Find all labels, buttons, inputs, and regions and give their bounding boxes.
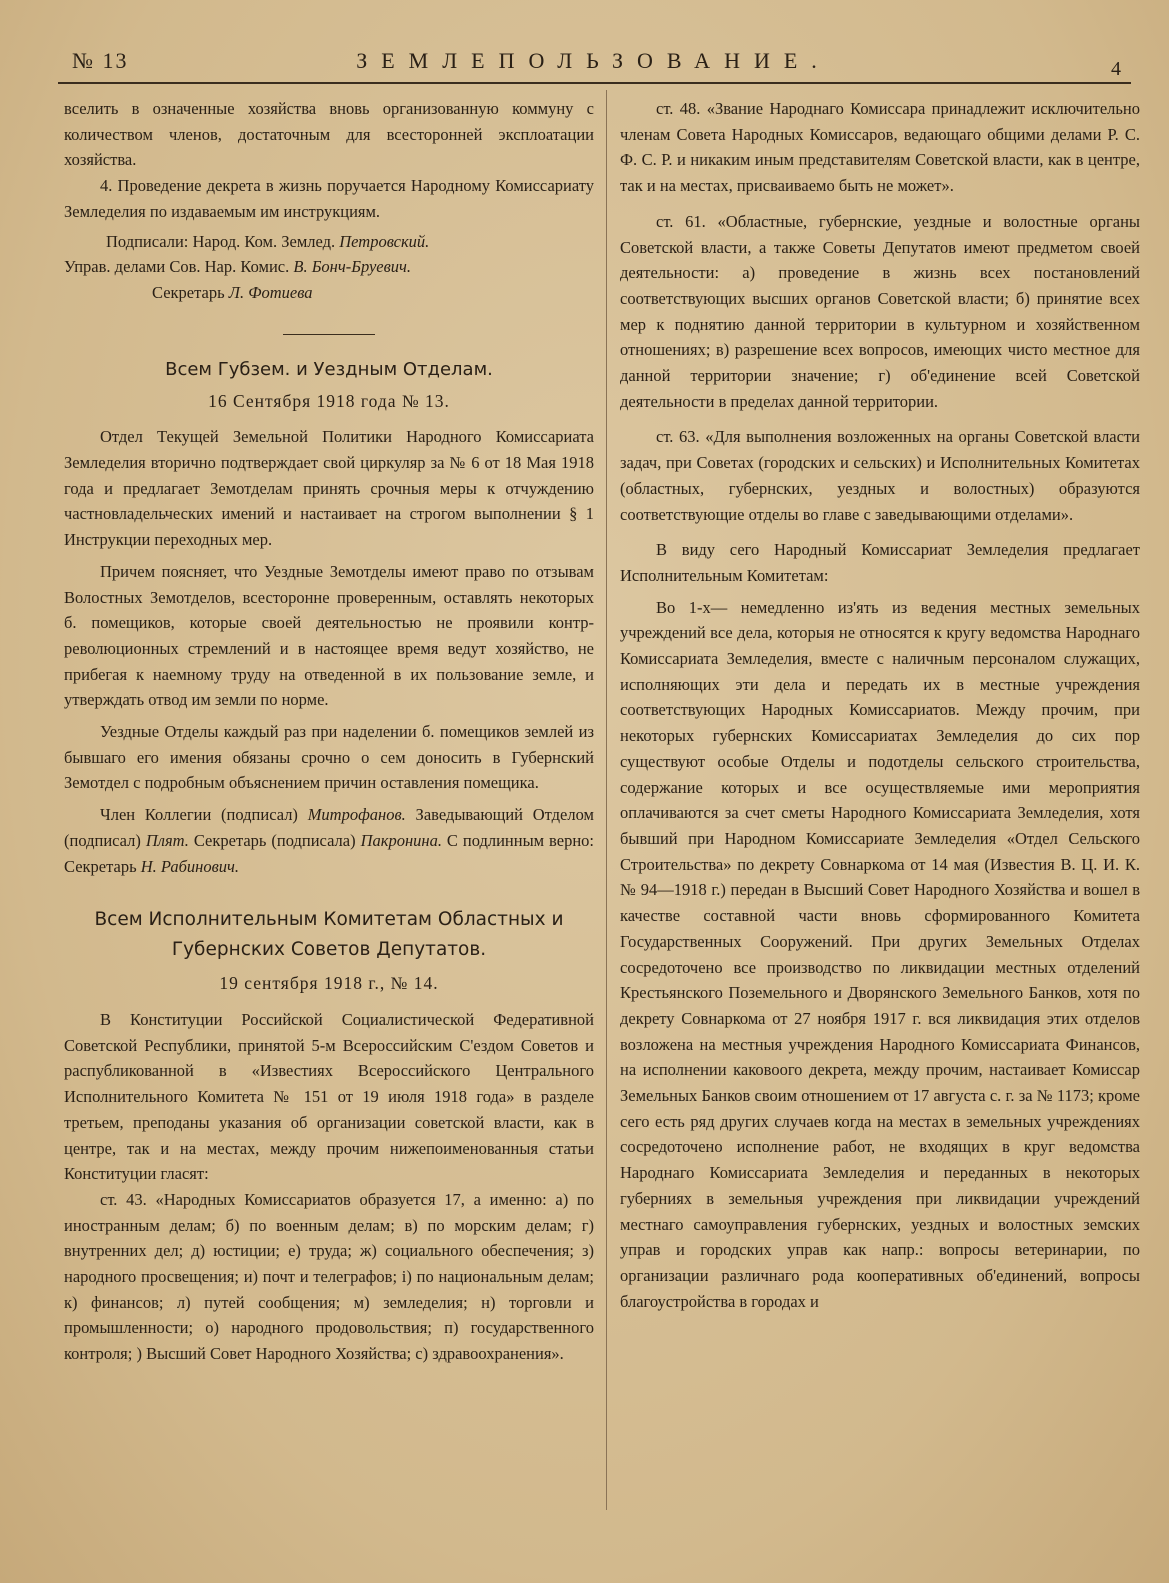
- paragraph: Причем поясняет, что Уездные Земотделы имеют право по отзывам Волостных Земотделов, всесторонне проверенным, оставлять некоторых б. помещиков, которые своей деятельностью не проявили контр-революционных стремлений и в настоящее время ведут хозяйство, не прибегая к наемному труду на отведенной в их пользование земле, и утверждать отвод им земли по норме.: [64, 561, 594, 710]
- signature-line: [64, 280, 594, 306]
- section-divider: [283, 334, 375, 335]
- signatory-name: Плят.: [145, 830, 189, 850]
- paragraph: ст. 61. «Областные, губернские, уездные и волостные органы Советской власти, а также Советы Депутатов имеют предметом своей деятельности: а) проведение в жизнь всех постановлений соответствующих высших органов Советской власти; б) принятие всех мер к поднятию данной территории в культурном и хозяйственном отношениях; в) разрешение всех вопросов, имеющих чисто местное для данной территории значение; г) об'единение всей Советской деятельности в пределах данной территории.: [620, 211, 1140, 411]
- issue-number: № 13: [72, 48, 129, 73]
- right-column: [620, 96, 1140, 1314]
- section-heading: Всем Губзем. и Уездным Отделам.: [165, 358, 493, 380]
- signatory-name: Л. Фотиева: [228, 282, 313, 302]
- signatory-name: Н. Рабинович.: [140, 856, 240, 876]
- header-rule: [58, 82, 1131, 84]
- paragraph: ст. 43. «Народных Комиссариатов образуется 17, а именно: а) по иностранным делам; б) по военным делам; в) по морским делам; г) внутренних дел; д) юстиции; е) труда; ж) социального обеспечения; з) народного просвещения; и) почт и телеграфов; і) по национальным делам; к) финансов; л) путей сообщения; м) земледелия; н) торговли и промышленности; о) народного продовольствия; п) государственного контроля; ) Высший Совет Народного Хозяйства; с) здравоохранения».: [64, 1189, 594, 1364]
- signature-line: [64, 229, 594, 255]
- circular-signatures: [64, 802, 594, 879]
- signature-label: Секретарь (подписала): [193, 830, 356, 850]
- signature-line: [64, 254, 594, 280]
- signature-label: Подписали: Народ. Ком. Землед.: [106, 231, 336, 251]
- section-date: 19 сентября 1918 г., № 14.: [219, 973, 439, 994]
- section-date: 16 Сентября 1918 года № 13.: [208, 390, 450, 411]
- column-divider: [606, 90, 607, 1510]
- signature-label: Заведывающий Отделом (подписал): [64, 805, 594, 850]
- paragraph: В Конституции Российской Социалистической Федеративной Советской Республики, принятой 5-м Всероссийским С'ездом Советов и распубликованной в «Известиях Всероссийского Центрального Исполнительного Комитета № 151 от 19 июля 1918 года» в разделе третьем, преподаны указания об организации советской власти, как в центре, так и на местах, между прочим нижепоименованныя статьи Конституции гласят:: [64, 1009, 594, 1184]
- decree-signatures: [64, 229, 594, 306]
- signature-label: Секретарь: [152, 282, 225, 302]
- page-number: 4: [1111, 58, 1121, 80]
- section-heading: Всем Исполнительным Комитетам Областных и Губернских Советов Депутатов.: [94, 909, 564, 961]
- signatory-name: В. Бонч-Бруевич.: [293, 257, 412, 277]
- paragraph: В виду сего Народный Комиссариат Земледелия предлагает Исполнительным Комитетам:: [620, 540, 1140, 585]
- paragraph: вселить в означенные хозяйства вновь организованную коммуну с количеством членов, достаточным для всесторонней эксплоатации хозяйства.: [64, 99, 594, 170]
- paragraph: Во 1-х— немедленно из'ять из ведения местных земельных учреждений все дела, которыя не относятся к кругу ведомства Народнаго Комиссариата Земледелия, вместе с наличным персоналом служащих, исполняющих эти дела и передать их в местные учреждения соответствующих Народных Комиссариатов. Между прочим, при некоторых губернских Комиссариатах Земледелия до сих пор существуют особые Отделы и подотделы сельского строительства, содержание которых и все осуществляемые ими мероприятия оплачиваются за счет сметы Народного Комиссариата Земледелия, хотя бывший при Народном Комиссариате Земледелия «Отдел Сельского Строительства» по декрету Совнаркома от 14 мая (Известия В. Ц. И. К. № 94—1918 г.) передан в Высший Совет Народного Хозяйства и вошел в качестве составной части вновь сформированного Комитета Государственных Сооружений. При других Земельных Отделах сосредоточено все производство по ликвидации местных отделений Крестьянского Поземельного и Дворянского Земельного Банков, хотя по декрету Совнаркома от 27 ноября 1917 г. вся ликвидация этих отделов возложена на местныя учреждения Народного Комиссариата Финансов, на исполнении каковоого декрета, между прочим, настаивает Комиссар Земельных Банков своим отношением от 17 августа с. г. за № 1173; кроме сего есть ряд других случаев когда на местах в земельных учреждениях сосредоточено исполнение работ, не входящих в круг ведомства Народнаго Комиссариата Земледелия и переданных в некоторых губерниях в земельныя учреждения при ликвидации учреждений местнаго самоуправления губернских, уездных и волостных земских управ и городских управ как напр.: вопросы ветеринарии, по организации различнаго рода кооперативных об'единений, вопросы благоустройства в городах и: [620, 597, 1140, 1311]
- paragraph: ст. 63. «Для выполнения возложенных на органы Советской власти задач, при Советах (городских и сельских) и Исполнительных Комитетах (областных, губернских, уездных и волостных) образуются соответствующие отделы во главе с заведывающими отделами».: [620, 427, 1140, 524]
- signature-label: Член Коллегии (подписал): [100, 805, 298, 825]
- paragraph: Уездные Отделы каждый раз при наделении б. помещиков землей из бывшаго его имения обязаны срочно о сем доносить в Губернский Земотдел с подробным объяснением причин оставления помещика.: [64, 722, 594, 793]
- signatory-name: Петровский.: [339, 231, 430, 251]
- signatory-name: Митрофанов.: [307, 805, 406, 825]
- paragraph: Отдел Текущей Земельной Политики Народного Комиссариата Земледелия вторично подтверждает свой циркуляр за № 6 от 18 Мая 1918 года и предлагает Земотделам принять срочныя меры к отчуждению частновладельческих имений и настаивает на строгом выполнении § 1 Инструкции переходных мер.: [64, 427, 594, 550]
- newspaper-title: ЗЕМЛЕПОЛЬЗОВАНИЕ.: [356, 48, 831, 73]
- signature-label: С подлинным верно: Секретарь: [64, 830, 594, 876]
- signature-label: Управ. делами Сов. Нар. Комис.: [64, 257, 290, 277]
- left-column: [64, 96, 594, 1367]
- paragraph: 4. Проведение декрета в жизнь поручается Народному Комиссариату Земледелия по издаваемым им инструкциям.: [64, 176, 594, 221]
- paragraph: ст. 48. «Звание Народнаго Комиссара принадлежит исключительно членам Совета Народных Комиссаров, ведающаго общими делами Р. С. Ф. С. Р. и никаким иным представителям Советской власти, как в центре, так и на местах, присваиваемо быть не может».: [620, 99, 1140, 196]
- signatory-name: Пакронина.: [360, 830, 442, 850]
